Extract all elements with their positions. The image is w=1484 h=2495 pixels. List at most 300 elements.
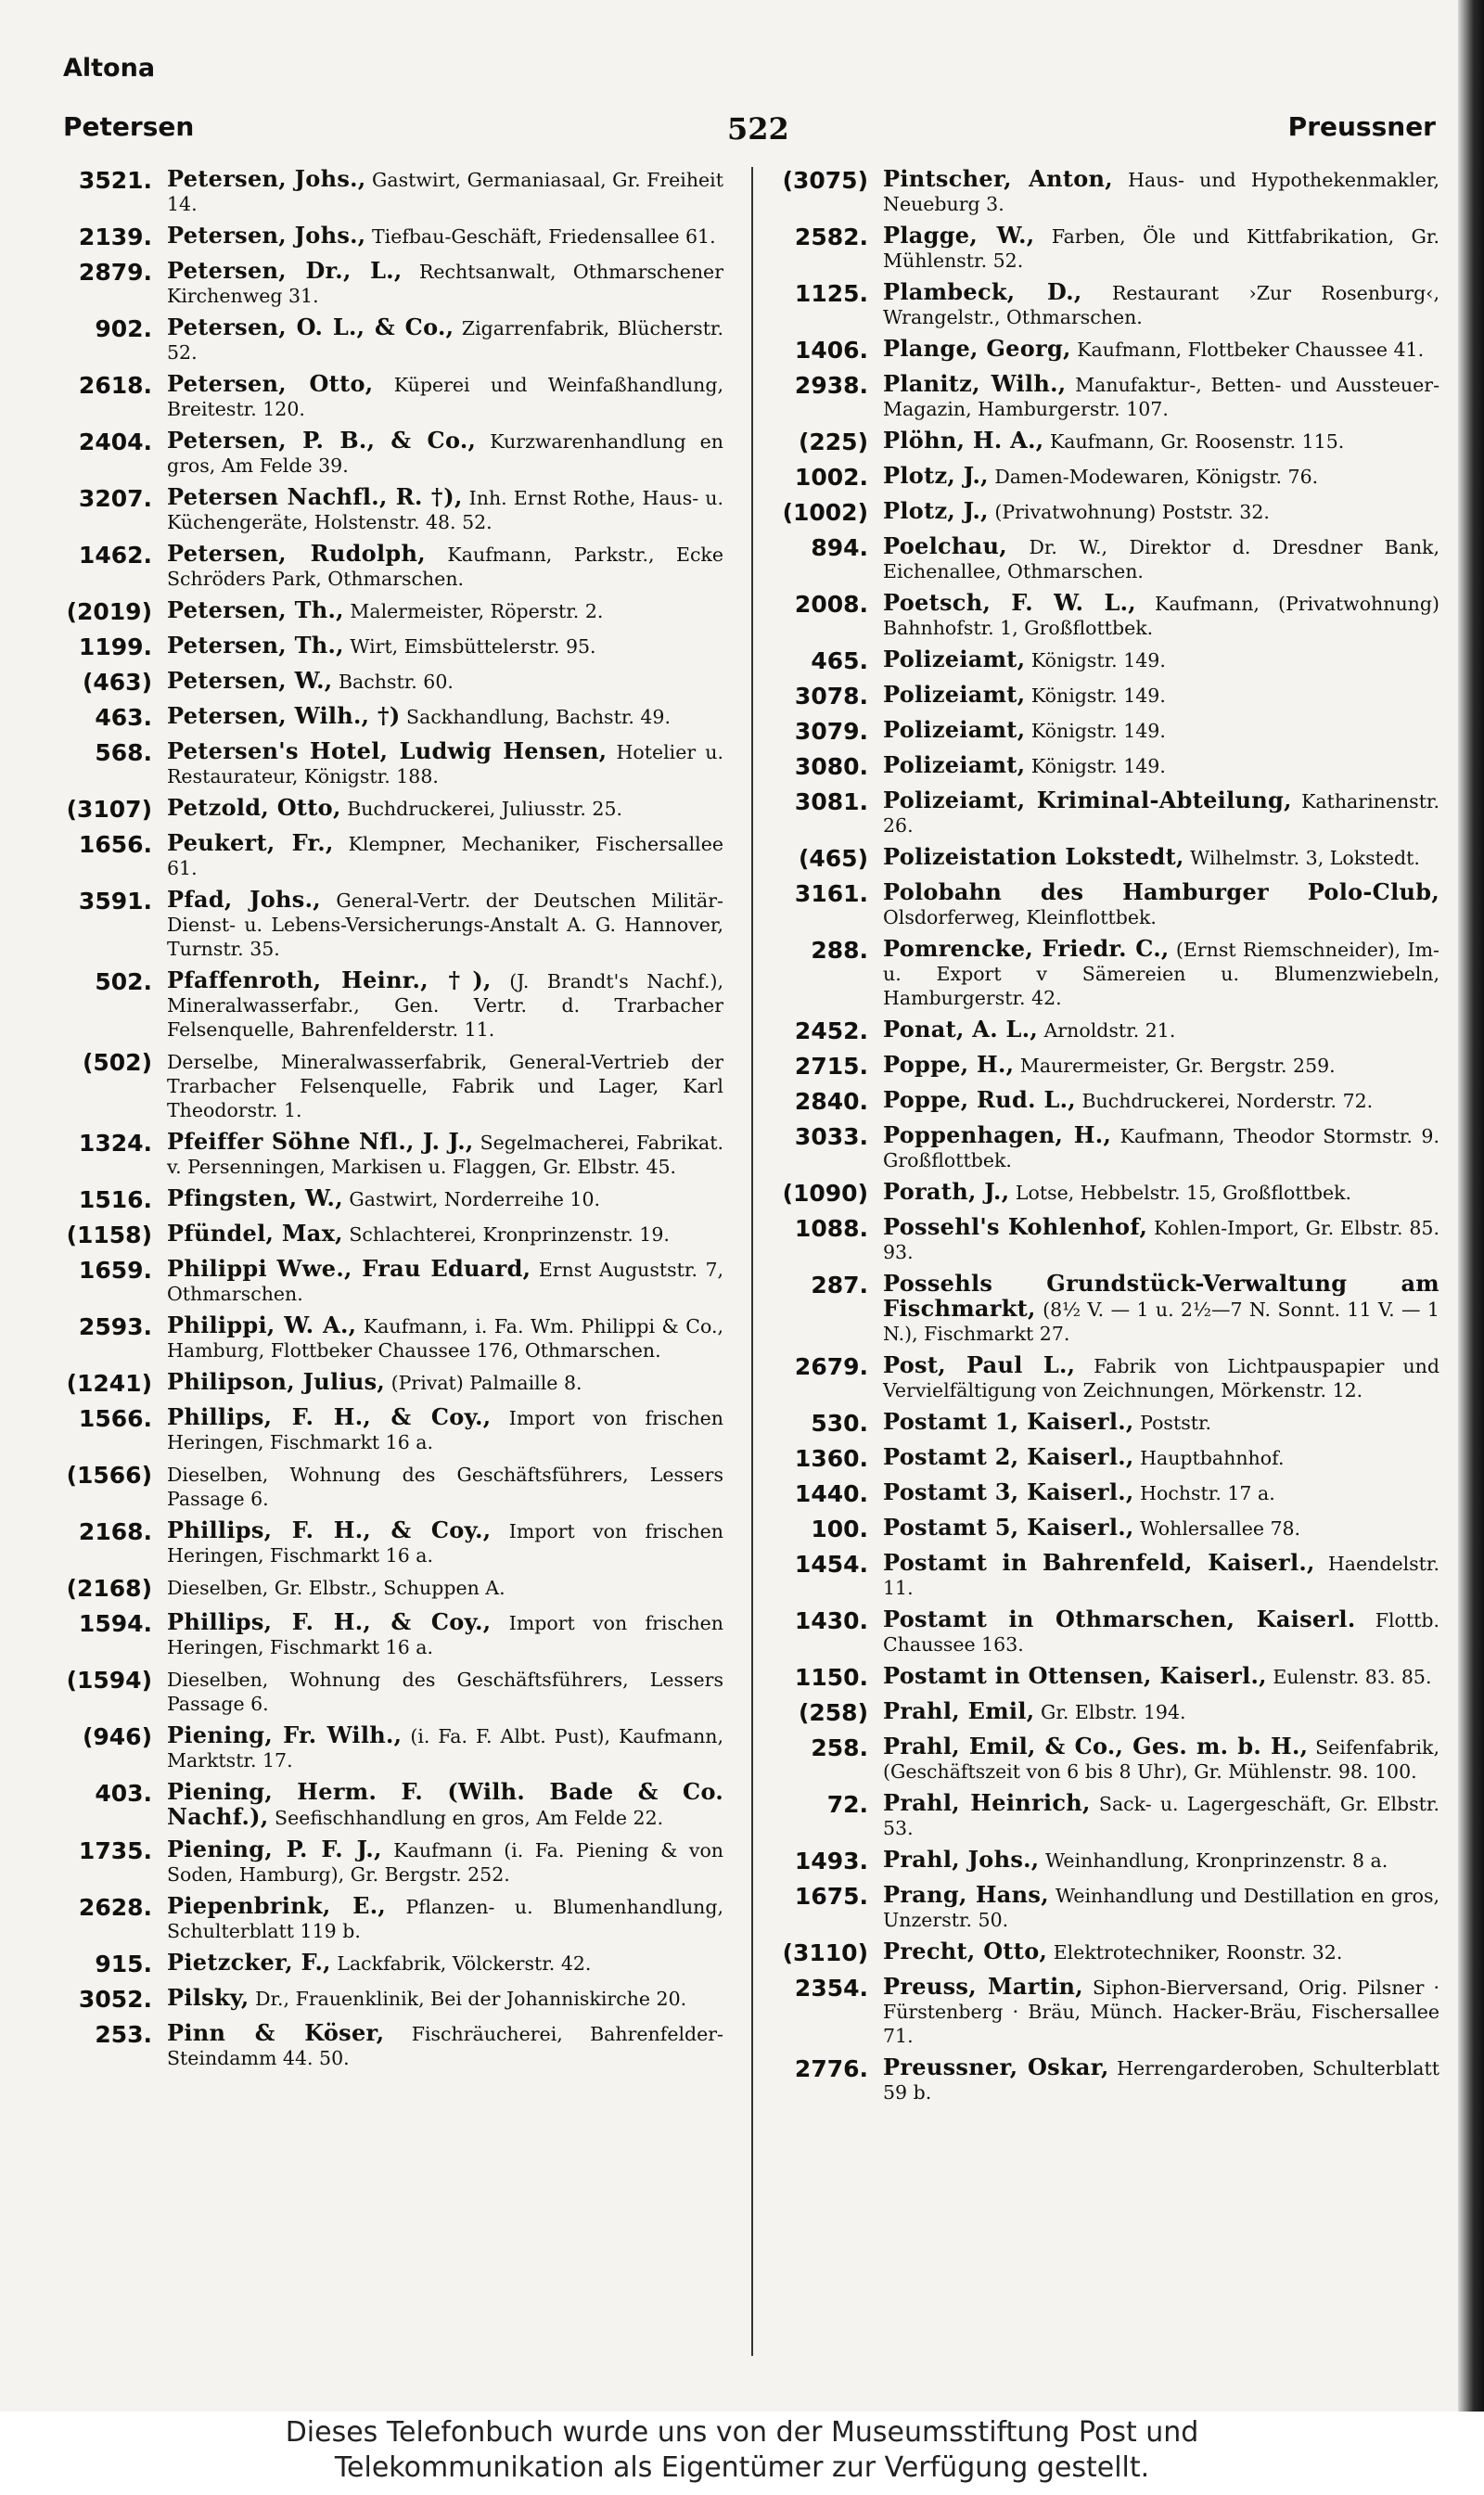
entry-details: Königstr. 149.	[1030, 755, 1166, 777]
directory-entry	[56, 888, 723, 961]
phone-number: 1675.	[794, 1883, 868, 1910]
directory-entry	[56, 1370, 723, 1398]
entry-name: Pietzcker, F.,	[167, 1949, 331, 1976]
entry-name: Prang, Hans,	[883, 1881, 1049, 1908]
entry-text	[883, 647, 1439, 672]
directory-entry	[56, 633, 723, 661]
phone-number: 1656.	[78, 831, 152, 858]
entry-details: Kaufmann, Theodor Stormstr. 9. Großflottbek.	[883, 1125, 1439, 1171]
entry-text	[883, 1607, 1439, 1657]
entry-text	[883, 280, 1439, 329]
directory-entry	[772, 1791, 1439, 1840]
entry-details: Pflanzen- u. Blumenhandlung, Schulterblatt 119 b.	[167, 1896, 723, 1942]
entry-name: Petersen, Otto,	[167, 370, 374, 397]
entry-name: Poppe, H.,	[883, 1051, 1015, 1078]
phone-number: 1430.	[794, 1607, 868, 1634]
entry-details: Weinhandlung, Kronprinzenstr. 8 a.	[1045, 1849, 1388, 1872]
footer-notice	[0, 2412, 1484, 2495]
entry-name: Porath, J.,	[883, 1178, 1010, 1205]
entry-text	[167, 2021, 723, 2070]
phone-number: (502)	[82, 1049, 152, 1076]
entry-details: Herrengarderoben, Schulterblatt 59 b.	[883, 2057, 1439, 2104]
entry-text	[883, 1551, 1439, 1600]
phone-number: (2019)	[66, 598, 152, 625]
phone-number: 253.	[95, 2021, 152, 2048]
entry-details: Seefischhandlung en gros, Am Felde 22.	[275, 1807, 664, 1829]
entry-text	[167, 1222, 723, 1247]
entry-name: Postamt in Bahrenfeld, Kaiserl.,	[883, 1549, 1315, 1576]
entry-text	[883, 1480, 1439, 1505]
entry-text	[167, 1667, 723, 1716]
entry-details: Kaufmann, (Privatwohnung) Bahnhofstr. 1, Großflottbek.	[883, 593, 1439, 639]
entry-name: Pfingsten, W.,	[167, 1184, 343, 1211]
directory-entry	[772, 464, 1439, 492]
entry-name: Pinn & Köser,	[167, 2019, 385, 2046]
directory-entry	[772, 1123, 1439, 1172]
phone-number: 1002.	[794, 464, 868, 491]
directory-entry	[772, 1516, 1439, 1543]
entry-details: Import von frischen Heringen, Fischmarkt 16 a.	[167, 1520, 723, 1567]
entry-text	[167, 968, 723, 1042]
entry-text	[883, 1699, 1439, 1724]
directory-entry	[772, 1883, 1439, 1932]
entry-details: Wilhelmstr. 3, Lokstedt.	[1190, 847, 1420, 869]
entry-text	[167, 315, 723, 365]
entry-text	[167, 1610, 723, 1659]
entry-name: Poetsch, F. W. L.,	[883, 589, 1136, 616]
entry-details: Kaufmann, Gr. Roosenstr. 115.	[1049, 430, 1345, 453]
phone-number: 2628.	[78, 1894, 152, 1921]
directory-entry	[772, 845, 1439, 873]
directory-entry	[56, 1837, 723, 1887]
entry-text	[883, 1017, 1439, 1043]
phone-number: 100.	[811, 1516, 868, 1542]
entry-name: Postamt in Ottensen, Kaiserl.,	[883, 1662, 1267, 1689]
phone-number: 1440.	[794, 1480, 868, 1507]
entry-name: Planitz, Wilh.,	[883, 370, 1067, 397]
footer-line-1: Dieses Telefonbuch wurde uns von der Museumsstiftung Post und	[285, 2416, 1199, 2449]
phone-number: 3081.	[794, 788, 868, 815]
phone-number: 915.	[95, 1951, 152, 1977]
entry-text	[883, 1272, 1439, 1346]
entry-details: Maurermeister, Gr. Bergstr. 259.	[1019, 1055, 1336, 1077]
entry-text	[883, 1123, 1439, 1172]
entry-name: Peukert, Fr.,	[167, 829, 334, 856]
directory-entry	[772, 683, 1439, 710]
entry-details: Hauptbahnhof.	[1140, 1447, 1285, 1469]
directory-entry	[56, 259, 723, 308]
entry-text	[167, 224, 723, 249]
entry-details: Hochstr. 17 a.	[1140, 1482, 1275, 1504]
entry-name: Pfündel, Max,	[167, 1220, 343, 1247]
directory-entry	[56, 1610, 723, 1659]
phone-number: 3521.	[78, 167, 152, 194]
right-column	[772, 167, 1439, 2356]
entry-name: Postamt in Othmarschen, Kaiserl.	[883, 1606, 1356, 1632]
phone-number: 2679.	[794, 1353, 868, 1380]
phone-number: 2776.	[794, 2055, 868, 2082]
entry-details: Schlachterei, Kronprinzenstr. 19.	[349, 1223, 670, 1246]
entry-text	[883, 429, 1439, 454]
directory-entry	[772, 647, 1439, 675]
entry-name: Prahl, Heinrich,	[883, 1789, 1091, 1816]
phone-number: 2404.	[78, 429, 152, 455]
entry-text	[883, 1180, 1439, 1205]
entry-name: Polizeiamt, Kriminal-Abteilung,	[883, 787, 1292, 813]
entry-text	[167, 1130, 723, 1179]
entry-details: Kaufmann, Flottbeker Chaussee 41.	[1077, 339, 1425, 361]
entry-text	[883, 1088, 1439, 1113]
entry-details: Olsdorferweg, Kleinflottbek.	[883, 906, 1157, 928]
directory-entry	[56, 1780, 723, 1830]
entry-details: Haendelstr. 11.	[883, 1553, 1439, 1599]
directory-entry	[56, 1518, 723, 1567]
entry-name: Plöhn, H. A.,	[883, 427, 1044, 454]
entry-text	[883, 499, 1439, 524]
phone-number: 3079.	[794, 718, 868, 745]
phone-number: 3080.	[794, 753, 868, 780]
entry-text	[883, 1975, 1439, 2048]
phone-number: 2582.	[794, 224, 868, 250]
directory-entry	[56, 224, 723, 251]
entry-details: (Privatwohnung) Poststr. 32.	[994, 501, 1270, 523]
directory-entry	[56, 739, 723, 788]
entry-text	[167, 1313, 723, 1363]
entry-details: Buchdruckerei, Juliusstr. 25.	[347, 798, 623, 820]
directory-entry	[56, 2021, 723, 2070]
phone-number: (463)	[82, 669, 152, 696]
entry-name: Piening, Herm. F. (Wilh. Bade & Co. Nachf.),	[167, 1778, 723, 1830]
directory-entry	[772, 1607, 1439, 1657]
entry-name: Piepenbrink, E.,	[167, 1892, 387, 1919]
entry-text	[883, 1664, 1439, 1689]
entry-text	[883, 1734, 1439, 1784]
entry-text	[167, 1462, 723, 1511]
directory-entry	[772, 1180, 1439, 1208]
entry-text	[883, 337, 1439, 362]
entry-details: Flottb. Chaussee 163.	[883, 1609, 1439, 1656]
entry-text	[883, 534, 1439, 583]
directory-entry	[772, 718, 1439, 746]
phone-number: 463.	[95, 704, 152, 731]
directory-entry	[772, 880, 1439, 929]
phone-number: 2008.	[794, 591, 868, 618]
phone-number: (1566)	[66, 1462, 152, 1489]
running-header	[63, 111, 1436, 148]
entry-text	[167, 542, 723, 591]
entry-details: Import von frischen Heringen, Fischmarkt 16 a.	[167, 1612, 723, 1658]
phone-number: 288.	[811, 937, 868, 964]
header-city: Altona	[63, 54, 156, 83]
entry-name: Petersen, Johs.,	[167, 167, 366, 192]
phone-number: 1566.	[78, 1405, 152, 1432]
entry-details: Derselbe, Mineralwasserfabrik, General-Vertrieb der Trarbacher Felsenquelle, Fabrik und Lager, Karl Theodorstr. 1.	[167, 1051, 723, 1121]
entry-name: Petersen, O. L., & Co.,	[167, 313, 454, 340]
entry-details: Inh. Ernst Rothe, Haus- u. Küchengeräte, Holstenstr. 48. 52.	[167, 487, 723, 533]
entry-text	[167, 1049, 723, 1122]
phone-number: 1462.	[78, 542, 152, 569]
entry-name: Plange, Georg,	[883, 335, 1071, 362]
entry-text	[883, 1353, 1439, 1402]
directory-entry	[56, 796, 723, 824]
phone-number: 1594.	[78, 1610, 152, 1637]
entry-details: Rechtsanwalt, Othmarschener Kirchenweg 31.	[167, 261, 723, 307]
phone-number: (225)	[798, 429, 868, 455]
entry-name: Petzold, Otto,	[167, 794, 341, 821]
directory-entry	[56, 704, 723, 732]
directory-entry	[772, 1734, 1439, 1784]
entry-name: Phillips, F. H., & Coy.,	[167, 1608, 492, 1635]
directory-entry	[772, 1480, 1439, 1508]
entry-text	[167, 1257, 723, 1306]
directory-entry	[56, 485, 723, 534]
entry-name: Prahl, Johs.,	[883, 1846, 1040, 1873]
directory-entry	[772, 1975, 1439, 2048]
entry-name: Pomrencke, Friedr. C.,	[883, 935, 1170, 962]
entry-name: Polizeiamt,	[883, 751, 1026, 778]
entry-details: Zigarrenfabrik, Blücherstr. 52.	[167, 317, 723, 364]
directory-entry	[772, 280, 1439, 329]
entry-name: Preuss, Martin,	[883, 1973, 1083, 2000]
entry-text	[883, 1939, 1439, 1964]
directory-entry	[772, 1699, 1439, 1727]
entry-name: Preussner, Oskar,	[883, 2054, 1109, 2080]
phone-number: 3052.	[78, 1986, 152, 2013]
directory-entry	[56, 1049, 723, 1122]
entry-name: Plagge, W.,	[883, 222, 1035, 249]
directory-entry	[56, 1667, 723, 1716]
entry-details: Farben, Öle und Kittfabrikation, Gr. Mühlenstr. 52.	[883, 225, 1439, 272]
phone-number: 2354.	[794, 1975, 868, 2002]
entry-details: Arnoldstr. 21.	[1043, 1019, 1176, 1042]
entry-details: Katharinenstr. 26.	[883, 790, 1439, 837]
header-last-name: Preussner	[1287, 111, 1436, 142]
entry-name: Postamt 2, Kaiserl.,	[883, 1443, 1134, 1470]
entry-name: Phillips, F. H., & Coy.,	[167, 1403, 492, 1430]
entry-name: Petersen, P. B., & Co.,	[167, 427, 477, 454]
entry-name: Petersen, Th.,	[167, 596, 344, 623]
phone-number: 1735.	[78, 1837, 152, 1864]
entry-details: Manufaktur-, Betten- und Aussteuer-Magazin, Hamburgerstr. 107.	[883, 374, 1439, 420]
entry-details: (8½ V. — 1 u. 2½—7 N. Sonnt. 11 V. — 1 N.), Fischmarkt 27.	[883, 1299, 1439, 1345]
phone-number: 1516.	[78, 1186, 152, 1213]
entry-details: Wirt, Eimsbüttelerstr. 95.	[350, 635, 596, 658]
entry-details: Seifenfabrik, (Geschäftszeit von 6 bis 8 Uhr), Gr. Mühlenstr. 98. 100.	[883, 1736, 1439, 1783]
entry-name: Petersen, Johs.,	[167, 222, 366, 249]
entry-name: Petersen Nachfl., R. †),	[167, 483, 463, 510]
directory-entry	[772, 534, 1439, 583]
entry-name: Polizeiamt,	[883, 681, 1026, 708]
entry-text	[883, 880, 1439, 929]
entry-text	[883, 224, 1439, 273]
phone-number: 1324.	[78, 1130, 152, 1157]
entry-name: Prahl, Emil, & Co., Ges. m. b. H.,	[883, 1733, 1309, 1759]
entry-details: Sack- u. Lagergeschäft, Gr. Elbstr. 53.	[883, 1793, 1439, 1839]
directory-entry	[56, 542, 723, 591]
entry-details: (i. Fa. F. Albt. Pust), Kaufmann, Marktstr. 17.	[167, 1725, 723, 1772]
entry-name: Postamt 5, Kaiserl.,	[883, 1514, 1134, 1541]
entry-details: Kaufmann (i. Fa. Piening & von Soden, Hamburg), Gr. Bergstr. 252.	[167, 1839, 723, 1886]
entry-name: Polizeiamt,	[883, 646, 1026, 672]
phone-number: 3161.	[794, 880, 868, 907]
entry-details: Poststr.	[1140, 1412, 1212, 1434]
directory-entry	[772, 499, 1439, 527]
entry-name: Pfeiffer Söhne Nfl., J. J.,	[167, 1128, 474, 1155]
directory-entry	[772, 1088, 1439, 1116]
entry-text	[883, 1883, 1439, 1932]
entry-text	[167, 1837, 723, 1887]
entry-name: Petersen, W.,	[167, 667, 333, 694]
entry-text	[883, 788, 1439, 838]
entry-text	[167, 739, 723, 788]
directory-entry	[772, 1664, 1439, 1692]
entry-text	[167, 598, 723, 623]
entry-details: Gr. Elbstr. 194.	[1040, 1701, 1186, 1723]
entry-text	[167, 1723, 723, 1772]
entry-details: Königstr. 149.	[1030, 685, 1166, 707]
phone-number: 1088.	[794, 1215, 868, 1242]
directory-entry	[56, 1462, 723, 1511]
footer-line-2: Telekommunikation als Eigentümer zur Verfügung gestellt.	[334, 2451, 1150, 2484]
phone-number: (1158)	[66, 1222, 152, 1248]
entry-details: Sackhandlung, Bachstr. 49.	[406, 706, 671, 728]
directory-entry	[56, 598, 723, 626]
entry-details: Siphon-Bierversand, Orig. Pilsner · Fürstenberg · Bräu, Münch. Hacker-Bräu, Fischersallee 71.	[883, 1977, 1439, 2047]
directory-entry	[772, 1272, 1439, 1346]
entry-name: Possehl's Kohlenhof,	[883, 1213, 1148, 1240]
entry-details: (J. Brandt's Nachf.), Mineralwasserfabr., Gen. Vertr. d. Trarbacher Felsenquelle, Bahrenfelderstr. 11.	[167, 970, 723, 1041]
entry-text	[167, 888, 723, 961]
entry-name: Poppe, Rud. L.,	[883, 1086, 1076, 1113]
phone-number: 258.	[811, 1734, 868, 1761]
phone-number: 1150.	[794, 1664, 868, 1691]
entry-name: Petersen, Rudolph,	[167, 540, 426, 567]
phone-number: 2168.	[78, 1518, 152, 1545]
entry-text	[883, 937, 1439, 1010]
entry-text	[167, 259, 723, 308]
entry-details: General-Vertr. der Deutschen Militär-Dienst- u. Lebens-Versicherungs-Anstalt A. G. Hannover, Turnstr. 35.	[167, 889, 723, 960]
directory-entry	[772, 1053, 1439, 1081]
entry-text	[883, 1410, 1439, 1435]
entry-details: Bachstr. 60.	[338, 671, 454, 693]
phone-number: 2938.	[794, 372, 868, 399]
entry-details: Kurzwarenhandlung en gros, Am Felde 39.	[167, 430, 723, 477]
entry-details: Dieselben, Wohnung des Geschäftsführers, Lessers Passage 6.	[167, 1464, 723, 1510]
phone-number: 1659.	[78, 1257, 152, 1284]
entry-details: Dr. W., Direktor d. Dresdner Bank, Eichenallee, Othmarschen.	[883, 536, 1439, 582]
column-divider	[751, 167, 753, 2356]
directory-entry	[772, 2055, 1439, 2105]
entry-text	[167, 485, 723, 534]
directory-entry	[772, 1445, 1439, 1473]
directory-entry	[56, 1405, 723, 1454]
directory-entry	[56, 167, 723, 216]
phone-number: (946)	[82, 1723, 152, 1750]
directory-entry	[56, 315, 723, 365]
entry-text	[883, 2055, 1439, 2105]
phone-number: 2139.	[78, 224, 152, 250]
entry-details: Gastwirt, Norderreihe 10.	[349, 1188, 601, 1210]
entry-name: Postamt 3, Kaiserl.,	[883, 1478, 1134, 1505]
phone-number: 2840.	[794, 1088, 868, 1115]
directory-entry	[772, 1410, 1439, 1438]
directory-entry	[772, 337, 1439, 365]
phone-number: 1454.	[794, 1551, 868, 1578]
entry-name: Philippi, W. A.,	[167, 1311, 357, 1338]
directory-entry	[56, 831, 723, 880]
entry-text	[167, 633, 723, 659]
scan-edge	[1458, 0, 1484, 2412]
entry-name: Plotz, J.,	[883, 497, 989, 524]
directory-entry	[772, 1215, 1439, 1264]
entry-details: Dieselben, Wohnung des Geschäftsführers, Lessers Passage 6.	[167, 1669, 723, 1715]
directory-entry	[56, 669, 723, 697]
directory-entry	[56, 1723, 723, 1772]
entry-details: Segelmacherei, Fabrikat. v. Persenningen, Markisen u. Flaggen, Gr. Elbstr. 45.	[167, 1132, 723, 1178]
phone-number: 2879.	[78, 259, 152, 286]
entry-details: Eulenstr. 83. 85.	[1273, 1666, 1432, 1688]
phone-number: 568.	[95, 739, 152, 766]
phone-number: 894.	[811, 534, 868, 561]
entry-text	[167, 1405, 723, 1454]
entry-name: Polizeiamt,	[883, 716, 1026, 743]
entry-details: Tiefbau-Geschäft, Friedensallee 61.	[371, 225, 716, 248]
entry-details: Küperei und Weinfaßhandlung, Breitestr. 120.	[167, 374, 723, 420]
entry-details: Lackfabrik, Völckerstr. 42.	[337, 1952, 592, 1975]
entry-details: Kohlen-Import, Gr. Elbstr. 85. 93.	[883, 1217, 1439, 1263]
entry-text	[167, 1518, 723, 1567]
entry-text	[167, 796, 723, 821]
entry-text	[883, 167, 1439, 216]
entry-details: Fischräucherei, Bahrenfelder-Steindamm 44. 50.	[167, 2023, 723, 2069]
entry-name: Pfad, Johs.,	[167, 886, 321, 913]
entry-text	[167, 372, 723, 421]
phone-number: 2715.	[794, 1053, 868, 1080]
entry-name: Piening, Fr. Wilh.,	[167, 1721, 403, 1748]
directory-entry	[56, 1575, 723, 1603]
phone-number: (1002)	[782, 499, 868, 526]
entry-text	[883, 464, 1439, 489]
directory-entry	[772, 788, 1439, 838]
phone-number: 902.	[95, 315, 152, 342]
entry-details: Kaufmann, i. Fa. Wm. Philippi & Co., Hamburg, Flottbeker Chaussee 176, Othmarschen.	[167, 1315, 723, 1362]
directory-entry	[56, 968, 723, 1042]
phone-number: 3591.	[78, 888, 152, 915]
entry-name: Prahl, Emil,	[883, 1697, 1035, 1724]
phone-number: 3207.	[78, 485, 152, 512]
entry-text	[883, 845, 1439, 870]
phone-number: 465.	[811, 647, 868, 674]
entry-details: Ernst Auguststr. 7, Othmarschen.	[167, 1259, 723, 1305]
phone-number: 1493.	[794, 1848, 868, 1874]
entry-name: Polobahn des Hamburger Polo-Club,	[883, 878, 1439, 905]
entry-name: Plotz, J.,	[883, 462, 989, 489]
phone-number: (1090)	[782, 1180, 868, 1207]
phone-number: 1406.	[794, 337, 868, 364]
phone-number: 2593.	[78, 1313, 152, 1340]
entry-details: Elektrotechniker, Roonstr. 32.	[1053, 1941, 1343, 1964]
entry-name: Petersen's Hotel, Ludwig Hensen,	[167, 737, 608, 764]
directory-entry	[772, 753, 1439, 781]
entry-text	[167, 704, 723, 729]
entry-details: Haus- und Hypothekenmakler, Neueburg 3.	[883, 169, 1439, 215]
directory-entry	[772, 167, 1439, 216]
phone-number: (1241)	[66, 1370, 152, 1397]
entry-details: Lotse, Hebbelstr. 15, Großflottbek.	[1015, 1182, 1352, 1204]
entry-text	[167, 831, 723, 880]
entry-text	[167, 1894, 723, 1943]
directory-entry	[56, 372, 723, 421]
